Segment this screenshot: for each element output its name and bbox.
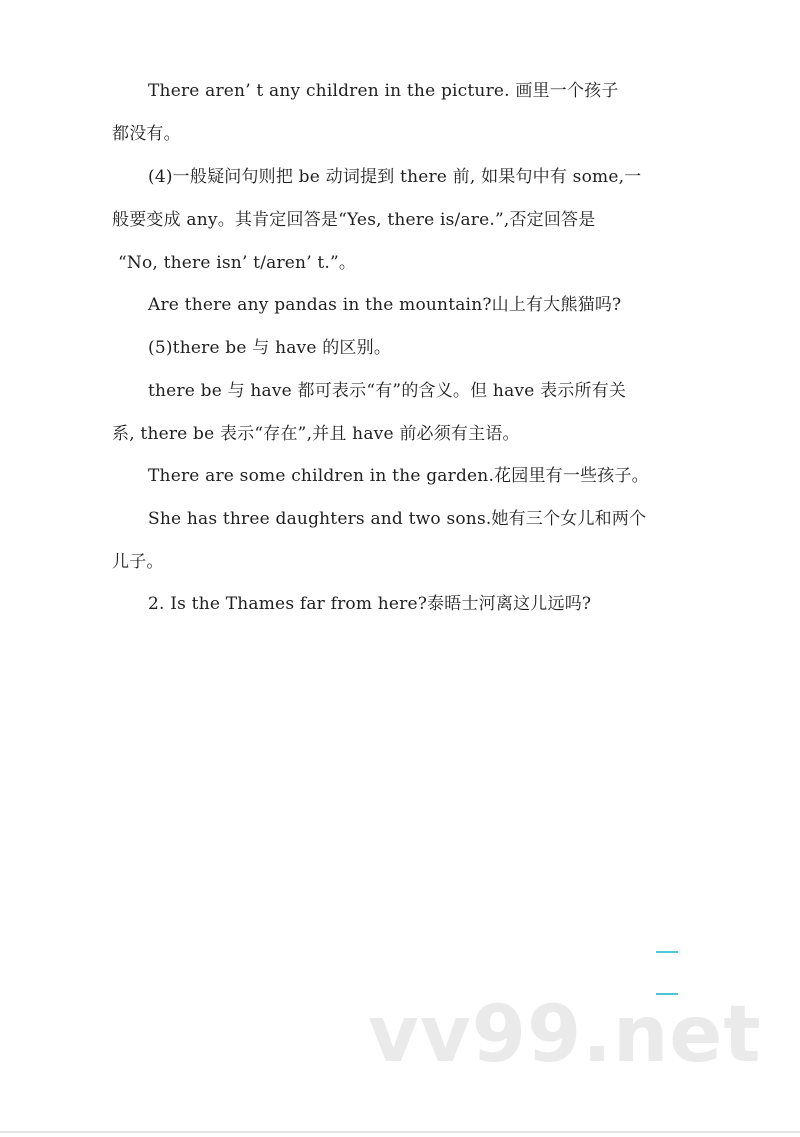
watermark-text: vv99.net	[368, 990, 762, 1080]
text-line-10: There are some children in the garden.花园里有一些孩子。	[148, 466, 649, 486]
text-line-13: 2. Is the Thames far from here?泰晤士河离这儿远吗?	[148, 594, 592, 614]
page-mark-top	[656, 951, 678, 953]
text-line-7: (5)there be 与 have 的区别。	[148, 338, 392, 358]
text-line-3: (4)一般疑问句则把 be 动词提到 there 前, 如果句中有 some,一	[148, 167, 642, 187]
text-line-4: 般要变成 any。其肯定回答是“Yes, there is/are.”,否定回答是	[112, 210, 596, 230]
text-line-12: 儿子。	[112, 552, 164, 572]
text-line-9: 系, there be 表示“存在”,并且 have 前必须有主语。	[112, 424, 520, 444]
text-line-5: “No, there isn’ t/aren’ t.”。	[118, 253, 357, 273]
text-line-11: She has three daughters and two sons.她有三个女儿和两个	[148, 509, 647, 529]
text-line-8: there be 与 have 都可表示“有”的含义。但 have 表示所有关	[148, 381, 627, 401]
text-line-2: 都没有。	[112, 124, 181, 144]
text-line-6: Are there any pandas in the mountain?山上有大熊猫吗?	[148, 295, 622, 315]
page-bottom-rule	[0, 1131, 800, 1133]
text-line-1: There aren’ t any children in the picture. 画里一个孩子	[148, 81, 619, 101]
